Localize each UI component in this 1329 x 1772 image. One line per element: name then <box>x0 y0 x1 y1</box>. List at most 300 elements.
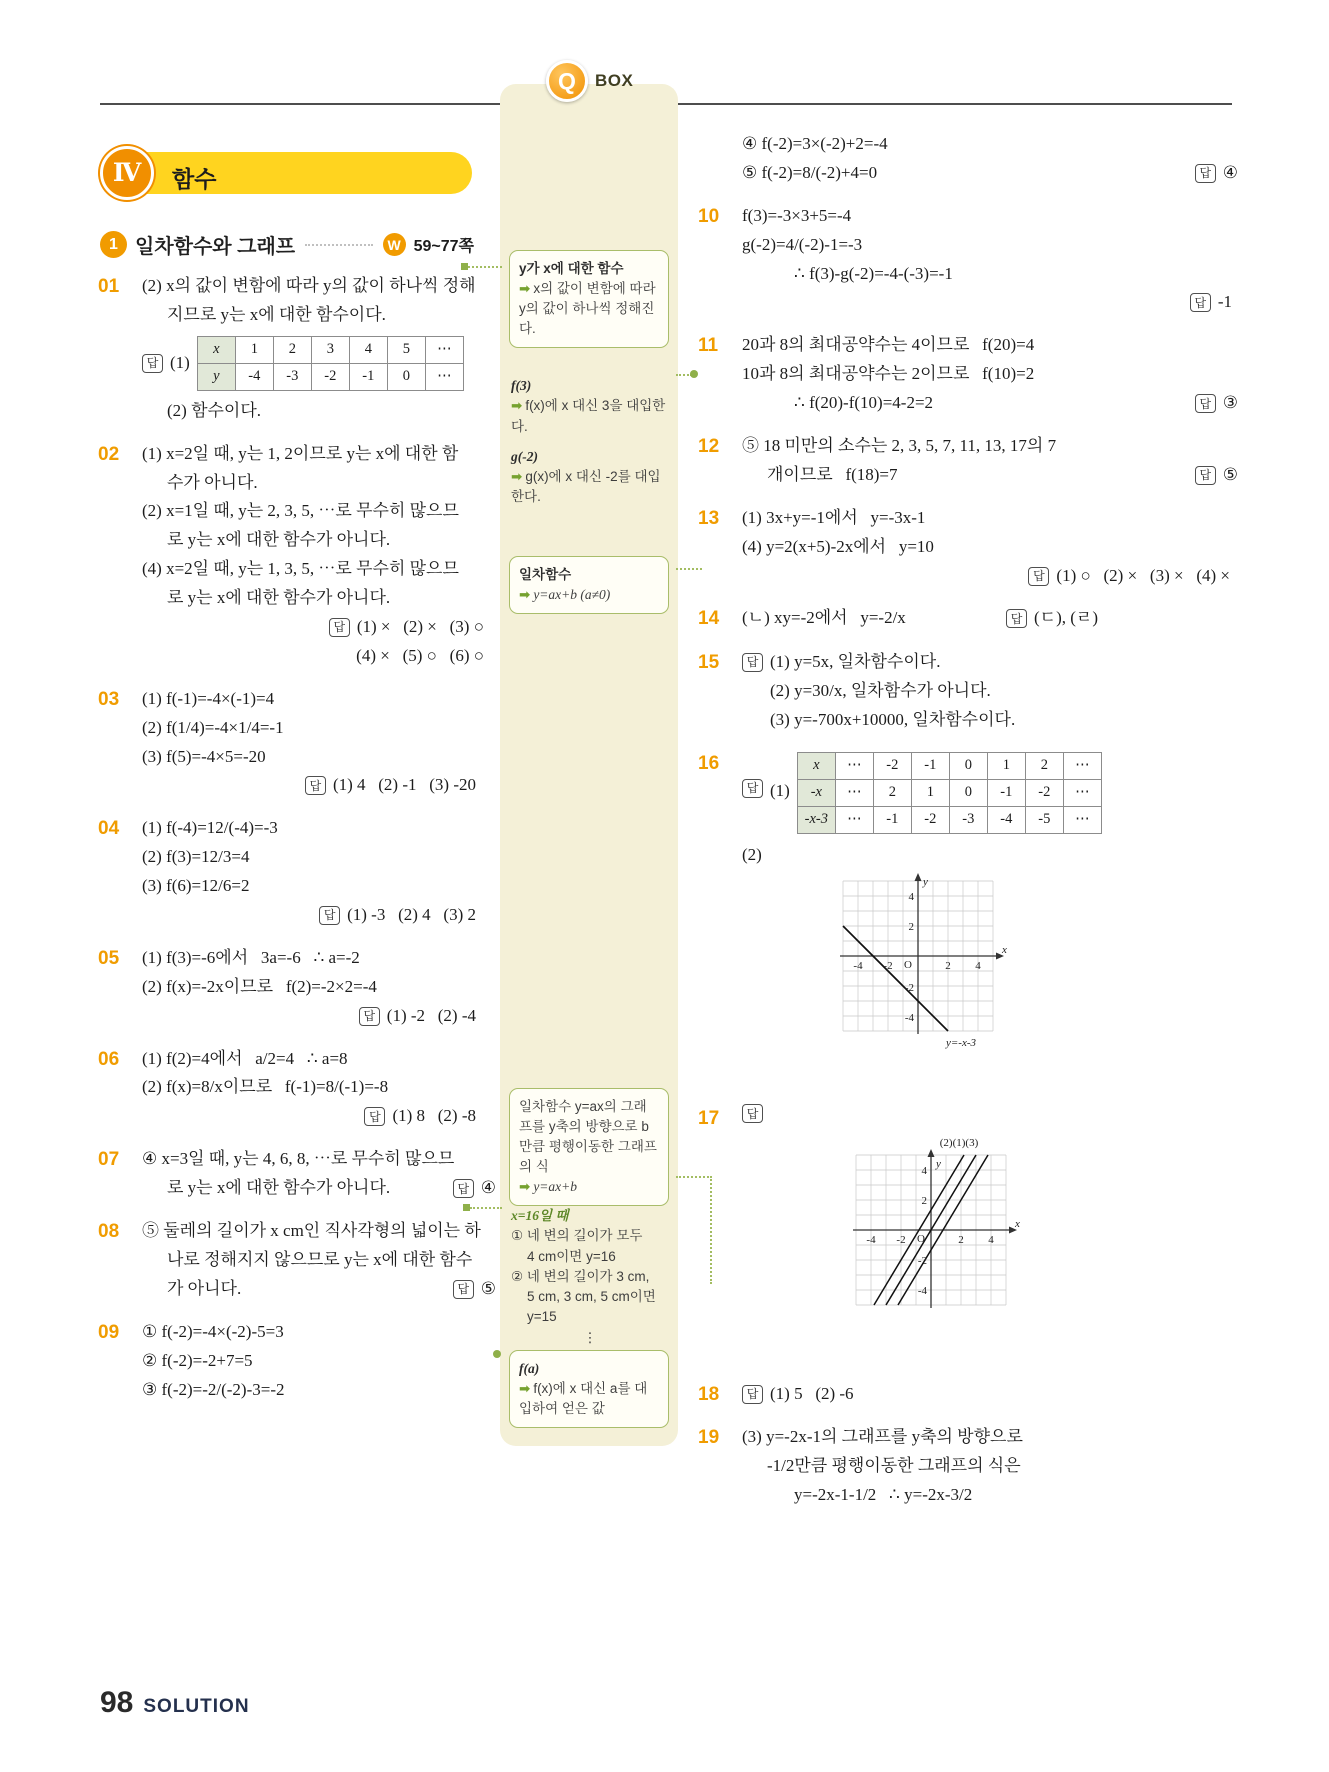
cell: 1 <box>987 752 1025 779</box>
sol-line: 개이므로 f(18)=7 <box>767 464 898 484</box>
answer-text: (1) 5 (2) -6 <box>770 1383 854 1403</box>
cell: y <box>197 363 235 390</box>
problem-06 <box>98 1045 496 1132</box>
answer-text: (4) × (5) ○ (6) ○ <box>356 645 484 665</box>
answer-text: (1) 4 (2) -1 (3) -20 <box>332 775 476 795</box>
problem-number: 01 <box>98 276 120 297</box>
dotted-leader <box>305 244 372 246</box>
section-title: 일차함수와 그래프 <box>135 236 296 258</box>
sol-line: 가 아니다. <box>167 1278 242 1298</box>
sol-line: (3) f(6)=12/6=2 <box>142 876 250 896</box>
callout-formula-line <box>519 1177 659 1197</box>
answer-text: (1) -3 (2) 4 (3) 2 <box>347 905 476 925</box>
answer-badge: 답 <box>319 906 340 925</box>
note-title: f(3) <box>511 378 532 393</box>
problem-body <box>742 1423 1238 1510</box>
sol-line: (2) 함수이다. <box>167 400 262 420</box>
problem-number: 06 <box>98 1048 120 1070</box>
top-rule-left <box>100 103 500 105</box>
sol-line: y=-2x-1-1/2 ∴ y=-2x-3/2 <box>794 1485 973 1505</box>
value-table <box>797 752 1102 834</box>
problem-number: 10 <box>698 205 720 227</box>
svg-text:-2: -2 <box>896 1234 906 1247</box>
problem-number: 03 <box>98 688 120 710</box>
cell: 4 <box>349 336 387 363</box>
note-text: 5 cm, 3 cm, 5 cm이면 <box>527 1289 656 1304</box>
section-header <box>100 230 474 259</box>
answer-row <box>1006 604 1098 633</box>
cell: -x <box>797 779 835 806</box>
answer-badge: 답 <box>142 354 163 373</box>
value-table <box>197 336 464 391</box>
connector-line <box>676 568 702 570</box>
sol-line: ④ f(-2)=3×(-2)+2=-4 <box>742 134 888 153</box>
problem-body <box>742 648 1238 735</box>
answer-badge: 답 <box>453 1280 474 1299</box>
answer-badge: 답 <box>1195 466 1216 485</box>
connector-node <box>690 370 698 378</box>
sol-line: 20과 8의 최대공약수는 4이므로 f(20)=4 <box>742 335 1035 355</box>
cell: 2 <box>873 779 911 806</box>
problem-number: 16 <box>698 752 720 774</box>
answer-text: (1) × (2) × (3) ○ <box>356 617 484 637</box>
note-x16 <box>511 1206 669 1348</box>
cell: ⋯ <box>425 363 463 390</box>
problem-02 <box>98 440 496 671</box>
arrow-icon: ➡ <box>519 1178 531 1194</box>
answer-text: (1) y=5x, 일차함수이다. <box>770 651 941 671</box>
sol-line: (1) 3x+y=-1에서 y=-3x-1 <box>742 507 926 527</box>
callout-body: 일차함수 y=ax의 그래프를 y축의 방향으로 b만큼 평행이동한 그래프의 식 <box>519 1099 657 1174</box>
sol-line: ④ x=3일 때, y는 4, 6, 8, ⋯로 무수히 많으므 <box>142 1149 455 1169</box>
page-number: 98 <box>100 1686 134 1719</box>
answer-badge: 답 <box>1006 609 1027 628</box>
svg-text:O: O <box>903 959 912 972</box>
svg-text:2: 2 <box>958 1234 964 1247</box>
answer-row <box>453 1174 496 1203</box>
sol-line: (1) f(3)=-6에서 3a=-6 ∴ a=-2 <box>142 947 360 967</box>
cell: -5 <box>1025 806 1063 833</box>
cell: 0 <box>387 363 425 390</box>
connector-line <box>710 1176 712 1284</box>
answer-text: ③ <box>1222 393 1238 413</box>
answer-text: (1) <box>770 780 790 800</box>
sol-line: (1) f(-4)=12/(-4)=-3 <box>142 818 278 838</box>
answer-row <box>142 901 496 930</box>
problem-body <box>742 202 1238 318</box>
problem-body <box>742 504 1238 591</box>
problem-04 <box>98 814 496 930</box>
brand-label: SOLUTION <box>143 1696 250 1717</box>
cell: ⋯ <box>425 336 463 363</box>
sol-line: (2) y=30/x, 일차함수가 아니다. <box>770 680 991 700</box>
callout-formula: y=ax+b <box>533 1178 578 1194</box>
answer-row <box>1195 159 1238 188</box>
problem-12 <box>698 432 1238 490</box>
sol-line-with-answer <box>742 159 1238 188</box>
graph-16-2 <box>828 871 1018 1051</box>
problem-number: 13 <box>698 507 720 529</box>
callout-text: x의 값이 변함에 따라 y의 값이 하나씩 정해진다. <box>519 280 656 336</box>
problem-number: 19 <box>698 1427 720 1449</box>
cell: -1 <box>987 779 1025 806</box>
svg-text:4: 4 <box>921 1165 927 1178</box>
sol-line: (3) y=-2x-1의 그래프를 y축의 방향으로 <box>742 1427 1023 1447</box>
cell: 0 <box>949 779 987 806</box>
answer-row <box>742 1380 1238 1409</box>
cell: 0 <box>949 752 987 779</box>
callout-function-definition <box>509 250 669 348</box>
problem-body <box>742 1380 1238 1409</box>
answer-text: (1) <box>170 352 190 372</box>
problem-body <box>142 1145 496 1203</box>
answer-text: ⑤ <box>1222 464 1238 484</box>
answer-badge: 답 <box>1190 293 1211 312</box>
svg-text:(2)(1)(3): (2)(1)(3) <box>939 1137 979 1150</box>
callout-text: f(x)에 x 대신 a를 대입하여 얻은 값 <box>519 1380 648 1416</box>
callout-fa-value <box>509 1350 669 1428</box>
callout-body <box>519 585 659 605</box>
answer-text: ④ <box>1222 162 1238 182</box>
sol-line: (4) x=2일 때, y는 1, 3, 5, ⋯로 무수히 많으므 <box>142 559 459 579</box>
sol-line: (2) f(x)=-2x이므로 f(2)=-2×2=-4 <box>142 976 377 996</box>
sol-line: (2) x=1일 때, y는 2, 3, 5, ⋯로 무수히 많으므 <box>142 501 459 521</box>
problem-body <box>742 432 1238 490</box>
callout-title: 일차함수 <box>519 567 572 582</box>
note-text: 4 cm이면 y=16 <box>527 1248 616 1264</box>
section-number-badge: 1 <box>100 231 127 258</box>
sol-line: ③ f(-2)=-2/(-2)-3=-2 <box>142 1379 285 1399</box>
page-footer <box>100 1686 250 1720</box>
answer-text: -1 <box>1217 292 1232 312</box>
problem-number: 07 <box>98 1149 120 1171</box>
vertical-ellipsis: ⋮ <box>583 1329 597 1345</box>
note-title: g(-2) <box>511 448 538 464</box>
cell: 1 <box>911 779 949 806</box>
cell: -1 <box>873 806 911 833</box>
svg-text:-2: -2 <box>917 1255 927 1268</box>
problem-09 <box>98 1318 496 1405</box>
answer-badge: 답 <box>364 1107 385 1126</box>
note-text: f(x)에 x 대신 3을 대입한다. <box>511 398 666 434</box>
callout-title: f(a) <box>519 1361 540 1376</box>
answer-badge: 답 <box>742 1385 763 1404</box>
sol-line: ⑤ f(-2)=8/(-2)+4=0 <box>742 162 878 182</box>
answer-row <box>142 613 496 642</box>
svg-text:4: 4 <box>975 960 981 973</box>
note-body <box>511 467 669 508</box>
svg-text:y: y <box>922 876 928 889</box>
problem-08 <box>98 1217 496 1304</box>
answer-badge: 답 <box>742 1104 763 1123</box>
problem-09-continued <box>698 130 1238 188</box>
sol-line: 로 y는 x에 대한 함수가 아니다. <box>167 1178 391 1198</box>
workbook-icon: W <box>383 233 406 256</box>
note-body <box>511 396 669 437</box>
answer-badge: 답 <box>359 1007 380 1026</box>
problem-number: 11 <box>698 335 719 357</box>
graph-17 <box>841 1135 1031 1327</box>
svg-text:2: 2 <box>921 1195 927 1208</box>
connector-line <box>676 1176 712 1178</box>
answer-row <box>142 333 496 394</box>
sol-line: f(3)=-3×3+5=-4 <box>742 205 852 225</box>
answer-row <box>142 1002 496 1031</box>
problem-03 <box>98 685 496 801</box>
problem-body <box>142 685 496 801</box>
sol-line: -1/2만큼 평행이동한 그래프의 식은 <box>767 1456 1021 1476</box>
connector-node <box>493 1350 501 1358</box>
answer-row <box>742 288 1238 317</box>
problem-18 <box>698 1380 1238 1409</box>
cell: 3 <box>311 336 349 363</box>
answer-badge: 답 <box>305 776 326 795</box>
note-text: ② 네 변의 길이가 3 cm, <box>511 1268 650 1284</box>
svg-text:y=-x-3: y=-x-3 <box>945 1037 976 1050</box>
chapter-number-badge: Ⅳ <box>100 146 154 200</box>
note-text: ① 네 변의 길이가 모두 <box>511 1228 643 1244</box>
sol-line: (ㄴ) xy=-2에서 y=-2/x <box>742 608 906 628</box>
cell: -1 <box>349 363 387 390</box>
callout-translation <box>509 1088 669 1206</box>
cell: ⋯ <box>835 779 873 806</box>
chapter-header <box>100 146 480 200</box>
svg-text:-2: -2 <box>883 960 893 973</box>
problem-body <box>742 749 1238 1091</box>
problem-05 <box>98 944 496 1031</box>
problem-number: 08 <box>98 1221 120 1243</box>
problem-number: 12 <box>698 436 720 458</box>
cell: -3 <box>949 806 987 833</box>
problem-number: 04 <box>98 818 120 840</box>
answer-badge: 답 <box>1195 394 1216 413</box>
svg-text:2: 2 <box>908 921 914 934</box>
sol-line: (1) x=2일 때, y는 1, 2이므로 y는 x에 대한 함 <box>142 443 459 463</box>
answer-badge: 답 <box>329 618 350 637</box>
cell: -x-3 <box>797 806 835 833</box>
problem-number: 05 <box>98 947 120 969</box>
answer-badge: 답 <box>742 653 763 672</box>
svg-text:O: O <box>917 1233 925 1246</box>
problem-16 <box>698 749 1238 1091</box>
sol-line: 로 y는 x에 대한 함수가 아니다. <box>167 588 391 608</box>
problem-number: 17 <box>698 1108 720 1130</box>
answer-badge: 답 <box>1028 567 1049 586</box>
answer-text: (ㄷ), (ㄹ) <box>1034 608 1098 628</box>
cell: ⋯ <box>1063 752 1101 779</box>
left-column <box>98 272 496 1418</box>
problem-number: 09 <box>98 1321 120 1343</box>
qbox-panel <box>500 67 678 1446</box>
sol-line: g(-2)=4/(-2)-1=-3 <box>742 234 863 254</box>
problem-01 <box>98 272 496 426</box>
answer-row <box>142 642 496 671</box>
sol-line: (1) f(2)=4에서 a/2=4 ∴ a=8 <box>142 1048 348 1068</box>
problem-body <box>142 272 496 426</box>
svg-text:-4: -4 <box>917 1285 927 1298</box>
note-title: x=16일 때 <box>511 1208 569 1223</box>
sol-line-with-answer <box>142 1174 496 1203</box>
sol-line-with-answer <box>742 389 1238 418</box>
note-substitution <box>511 376 669 508</box>
problem-body <box>742 331 1238 418</box>
answer-row <box>742 648 1238 677</box>
sol-line: 10과 8의 최대공약수는 2이므로 f(10)=2 <box>742 364 1035 384</box>
answer-badge: 답 <box>453 1179 474 1198</box>
answer-row <box>142 1102 496 1131</box>
problem-body <box>742 130 1238 188</box>
svg-text:4: 4 <box>988 1234 994 1247</box>
cell: ⋯ <box>1063 806 1101 833</box>
problem-number: 14 <box>698 608 720 630</box>
svg-text:x: x <box>1015 1218 1020 1231</box>
problem-10 <box>698 202 1238 318</box>
cell: 2 <box>273 336 311 363</box>
sol-line-with-answer <box>142 1275 496 1304</box>
svg-text:-4: -4 <box>866 1234 876 1247</box>
arrow-icon: ➡ <box>511 469 523 484</box>
callout-linear-function <box>509 556 669 614</box>
problem-number: 18 <box>698 1383 720 1405</box>
arrow-icon: ➡ <box>519 280 531 296</box>
problem-body <box>142 1318 496 1405</box>
sol-line: ∴ f(20)-f(10)=4-2=2 <box>794 393 934 413</box>
sol-line: 나로 정해지지 않으므로 y는 x에 대한 함수 <box>167 1249 473 1269</box>
cell: -2 <box>911 806 949 833</box>
problem-07 <box>98 1145 496 1203</box>
graph-container <box>777 843 1018 1091</box>
arrow-icon: ➡ <box>511 398 523 414</box>
cell: x <box>197 336 235 363</box>
chapter-title: 함수 <box>172 166 217 192</box>
answer-row <box>742 749 1238 837</box>
problem-number-spacer <box>698 130 742 188</box>
sol-line: 지므로 y는 x에 대한 함수이다. <box>167 304 386 324</box>
callout-body <box>519 279 659 339</box>
sol-line: ① f(-2)=-4×(-2)-5=3 <box>142 1321 284 1341</box>
problem-body <box>742 1104 1238 1366</box>
cell: 1 <box>235 336 273 363</box>
sol-line: (3) y=-700x+10000, 일차함수이다. <box>770 709 1016 729</box>
cell: -2 <box>873 752 911 779</box>
sol-line: (2) f(1/4)=-4×1/4=-1 <box>142 717 284 737</box>
answer-row <box>742 1104 1238 1366</box>
graph-container <box>790 1106 1031 1366</box>
problem-19 <box>698 1423 1238 1510</box>
sol-line: ② f(-2)=-2+7=5 <box>142 1350 253 1370</box>
answer-badge: 답 <box>742 779 763 798</box>
sol-line: (4) y=2(x+5)-2x에서 y=10 <box>742 536 934 556</box>
answer-row <box>742 562 1238 591</box>
answer-text: (1) ○ (2) × (3) × (4) × <box>1056 565 1230 585</box>
cell: -1 <box>911 752 949 779</box>
svg-text:-4: -4 <box>853 960 863 973</box>
sol-line: 수가 아니다. <box>167 472 258 492</box>
answer-row <box>1195 389 1238 418</box>
answer-badge: 답 <box>1195 164 1216 183</box>
sub-label: (2) <box>742 844 762 864</box>
cell: 2 <box>1025 752 1063 779</box>
svg-text:y: y <box>936 1158 941 1171</box>
arrow-icon: ➡ <box>519 1380 531 1396</box>
sol-line-with-answer <box>742 604 1238 633</box>
problem-body <box>142 1045 496 1132</box>
svg-text:2: 2 <box>945 960 951 973</box>
cell: -2 <box>1025 779 1063 806</box>
cell: ⋯ <box>835 806 873 833</box>
cell: ⋯ <box>835 752 873 779</box>
connector-line <box>468 266 502 268</box>
cell: ⋯ <box>1063 779 1101 806</box>
sol-line: (1) f(-1)=-4×(-1)=4 <box>142 688 275 708</box>
connector-line <box>470 1207 502 1209</box>
cell: -3 <box>273 363 311 390</box>
problem-11 <box>698 331 1238 418</box>
callout-text: y=ax+b (a≠0) <box>533 586 611 602</box>
callout-body <box>519 1379 659 1419</box>
qbox-label: BOX <box>595 71 634 90</box>
sub-answer-row <box>742 841 1238 1091</box>
answer-text: (1) 8 (2) -8 <box>392 1106 476 1126</box>
top-rule-right <box>678 103 1232 105</box>
connector-node <box>463 1204 470 1211</box>
answer-row <box>453 1275 496 1304</box>
cell: -4 <box>987 806 1025 833</box>
problem-17 <box>698 1104 1238 1366</box>
sol-line: ⑤ 둘레의 길이가 x cm인 직사각형의 넓이는 하 <box>142 1221 481 1241</box>
chapter-banner <box>116 152 472 194</box>
callout-title: y가 x에 대한 함수 <box>519 261 624 276</box>
answer-row <box>142 771 496 800</box>
sol-line: ∴ f(3)-g(-2)=-4-(-3)=-1 <box>794 263 953 283</box>
problem-body <box>142 944 496 1031</box>
problem-body <box>142 440 496 671</box>
problem-15 <box>698 648 1238 735</box>
sol-line: ⑤ 18 미만의 소수는 2, 3, 5, 7, 11, 13, 17의 7 <box>742 436 1057 456</box>
svg-text:-4: -4 <box>904 1012 914 1025</box>
problem-body <box>142 1217 496 1304</box>
sol-line-with-answer <box>742 461 1238 490</box>
note-text: y=15 <box>527 1309 557 1325</box>
svg-text:x: x <box>1001 944 1007 957</box>
workbook-pages: 59~77쪽 <box>413 238 474 255</box>
sol-line: (2) f(3)=12/3=4 <box>142 847 250 867</box>
q-icon: Q <box>546 60 588 102</box>
cell: -4 <box>235 363 273 390</box>
answer-text: ④ <box>480 1178 496 1198</box>
note-text: g(x)에 x 대신 -2를 대입한다. <box>511 469 661 505</box>
sol-line: (3) f(5)=-4×5=-20 <box>142 746 266 766</box>
answer-text: ⑤ <box>480 1278 496 1298</box>
problem-body <box>142 814 496 930</box>
sol-line: (2) x의 값이 변함에 따라 y의 값이 하나씩 정해 <box>142 276 476 295</box>
sol-line: 로 y는 x에 대한 함수가 아니다. <box>167 530 391 550</box>
problem-13 <box>698 504 1238 591</box>
right-column <box>698 130 1238 1524</box>
connector-node <box>461 263 468 270</box>
svg-text:4: 4 <box>908 891 914 904</box>
problem-body <box>742 604 1238 633</box>
arrow-icon: ➡ <box>519 586 531 602</box>
problem-number: 02 <box>98 443 120 465</box>
answer-text: (1) -2 (2) -4 <box>386 1005 476 1025</box>
sol-line: (2) f(x)=8/x이므로 f(-1)=8/(-1)=-8 <box>142 1077 389 1097</box>
cell: 5 <box>387 336 425 363</box>
cell: x <box>797 752 835 779</box>
answer-row <box>1195 461 1238 490</box>
qbox-header <box>546 60 633 102</box>
problem-14 <box>698 604 1238 633</box>
